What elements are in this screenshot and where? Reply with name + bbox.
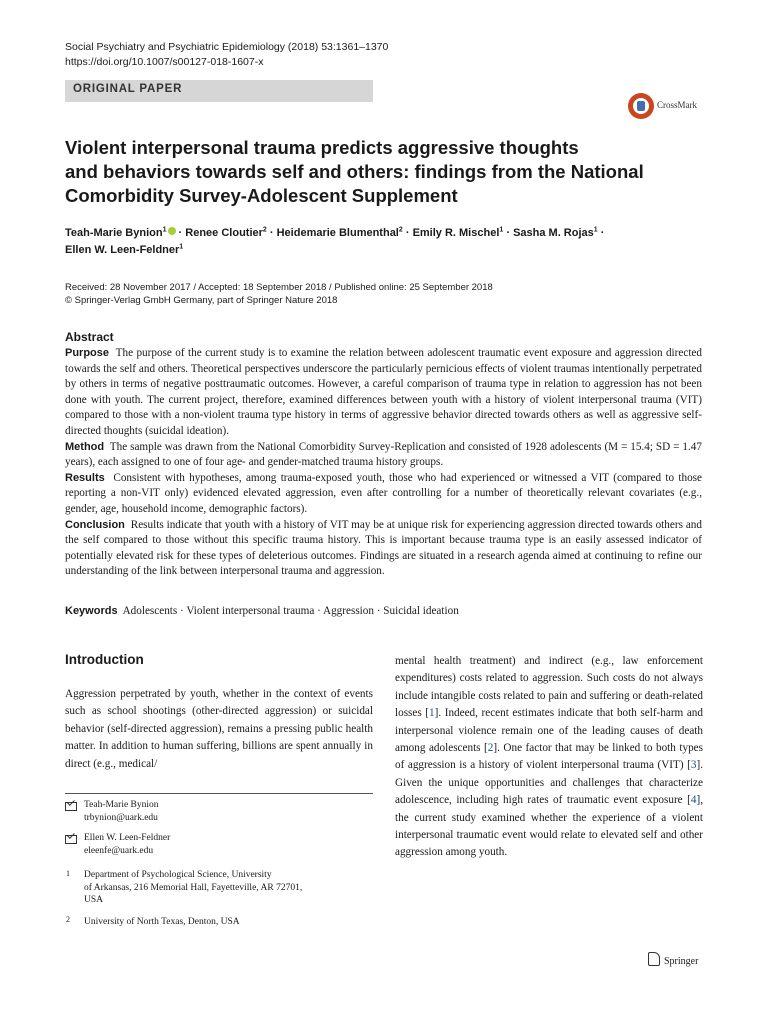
affiliation-number: 1 — [66, 869, 70, 878]
author-name[interactable]: Sasha M. Rojas — [513, 227, 594, 239]
dates-line: Received: 28 November 2017 / Accepted: 18 September 2018 / Published online: 25 September 2018 — [65, 282, 493, 293]
keywords — [65, 605, 702, 617]
author-name[interactable]: Teah-Marie Bynion — [65, 227, 163, 239]
author-separator: · — [597, 227, 605, 239]
affiliation-line: University of North Texas, Denton, USA — [84, 917, 240, 927]
abstract-conclusion — [65, 518, 702, 580]
author-line-1 — [65, 225, 705, 242]
abstract-body — [65, 346, 702, 580]
envelope-icon — [65, 835, 77, 844]
author-affil-sup: 1 — [499, 226, 504, 234]
intro-right-column — [395, 653, 703, 862]
author-list — [65, 225, 705, 259]
conclusion-label: Conclusion — [65, 518, 125, 531]
keywords-label: Keywords — [65, 605, 118, 617]
springer-knight-icon — [648, 952, 660, 966]
citation-link[interactable]: 3 — [690, 759, 697, 772]
intro-text: ], the current study examined whether the experience of a violent interpersonal traumatic event would relate to elevated self and other aggression among youth. — [395, 794, 703, 859]
title-line: Comorbidity Survey-Adolescent Supplement — [65, 185, 458, 206]
affiliation-1 — [84, 869, 302, 907]
title-line: Violent interpersonal trauma predicts aggressive thoughts — [65, 137, 579, 158]
intro-text: ]. Given the unique opportunities and challenges that characterize adolescence, including high rates of traumatic event exposure [ — [395, 759, 703, 807]
footnote-divider — [65, 793, 373, 794]
publication-dates — [65, 281, 705, 307]
author-affil-sup: 2 — [262, 226, 267, 234]
contact-1 — [84, 799, 159, 824]
author-separator: · — [266, 227, 277, 239]
crossmark-badge[interactable] — [628, 93, 708, 123]
intro-text: ]. One factor that may be linked to both types of aggression is a history of violent interpersonal trauma (VIT) [ — [395, 742, 704, 772]
method-text: The sample was drawn from the National Comorbidity Survey-Replication and consisted of 1928 adolescents (M = 15.4; SD = 1.47 years), each assigned to one of four age- and gender-matched trauma history groups. — [65, 440, 702, 469]
affiliation-2 — [84, 916, 240, 929]
abstract-heading: Abstract — [65, 330, 114, 344]
doi-link[interactable]: https://doi.org/10.1007/s00127-018-1607-x — [65, 56, 264, 68]
envelope-icon — [65, 802, 77, 811]
affiliation-line: of Arkansas, 216 Memorial Hall, Fayetteville, AR 72701, — [84, 882, 303, 893]
purpose-text: The purpose of the current study is to examine the relation between adolescent traumatic event exposure and aggression directed towards the self and others. Theoretical perspectives underscore the particularly pernicious effects of violent traumas intentionally perpetrated by others in terms of negative posttraumatic outcomes. However, a careful comparison of trauma type in relation to aggression has not been done with youth. The current project, therefore, examined differences between youth with a history of violent interpersonal trauma (VIT) compared to those with a non-violent trauma type history in terms of aggressive behavior directed towards others as well as aggressive self-directed thoughts (suicidal ideation). — [65, 347, 702, 437]
title-line: and behaviors towards self and others: findings from the National — [65, 161, 644, 182]
crossmark-label: CrossMark — [657, 100, 697, 110]
author-affil-sup: 2 — [398, 226, 403, 234]
purpose-label: Purpose — [65, 347, 110, 359]
author-separator: · — [175, 227, 186, 239]
author-name[interactable]: Heidemarie Blumenthal — [276, 227, 399, 239]
intro-left-column: Aggression perpetrated by youth, whether in the context of events such as school shootings (other-directed aggression) or suicidal behavior (self-directed aggression), remains a pressing public health matter. In addition to human suffering, billions are spent annually in direct (e.g., medical/ — [65, 688, 373, 770]
author-affil-sup: 1 — [162, 226, 167, 234]
author-name[interactable]: Ellen W. Leen-Feldner — [65, 244, 180, 256]
abstract-method — [65, 440, 702, 471]
crossmark-icon — [628, 93, 654, 119]
orcid-icon[interactable] — [168, 227, 176, 235]
journal-header — [65, 40, 388, 70]
affiliation-line: Department of Psychological Science, University — [84, 870, 272, 880]
citation-link[interactable]: 4 — [690, 794, 697, 807]
results-text: Consistent with hypotheses, among trauma-exposed youth, those who had experienced or witnessed a VIT (compared to those reporting a non-VIT only) evidenced elevated aggression, even after controlling for a number of theoretically relevant covariates (e.g., gender, age, household income, demographic factors). — [65, 471, 702, 515]
paper-title — [65, 136, 665, 208]
author-separator: · — [402, 227, 413, 239]
article-type-banner — [65, 80, 373, 102]
affiliation-line: USA — [84, 895, 104, 906]
journal-citation: Social Psychiatry and Psychiatric Epidemiology (2018) 53:1361–1370 — [65, 41, 389, 53]
author-name[interactable]: Renee Cloutier — [185, 227, 263, 239]
method-label: Method — [65, 440, 105, 453]
conclusion-text: Results indicate that youth with a history of VIT may be at unique risk for experiencing aggression directed towards others and the self compared to those without this specific trauma history. This is important because trauma type is an easily assessed indicator of potentially elevated risk for these types of deleterious outcomes. Findings are situated in a research agenda aimed at continuing to refine our understanding of the link between interpersonal trauma and aggression. — [65, 518, 702, 578]
citation-link[interactable]: 2 — [487, 742, 494, 755]
abstract-results — [65, 471, 702, 518]
intro-text: ]. Indeed, recent estimates indicate that both self-harm and interpersonal violence remain one of the leading causes of death among adolescents [ — [395, 707, 703, 755]
author-affil-sup: 1 — [179, 243, 184, 251]
abstract-purpose — [65, 346, 702, 440]
intro-text: mental health treatment) and indirect (e.g., law enforcement expenditures) costs related to aggression. Such costs do not always include intangible costs related to pain and suffering or death-related losses [ — [395, 655, 703, 720]
results-label: Results — [65, 471, 105, 484]
contact-email[interactable]: eleenfe@uark.edu — [84, 845, 154, 856]
author-name[interactable]: Emily R. Mischel — [412, 227, 500, 239]
contact-2 — [84, 832, 170, 857]
contact-name: Ellen W. Leen-Feldner — [84, 833, 171, 843]
author-line-2 — [65, 242, 705, 259]
author-affil-sup: 1 — [593, 226, 598, 234]
publisher-name: Springer — [664, 956, 699, 967]
introduction-heading: Introduction — [65, 652, 144, 667]
keywords-text: Adolescents · Violent interpersonal trauma · Aggression · Suicidal ideation — [122, 605, 459, 617]
author-separator: · — [503, 227, 514, 239]
copyright-line: © Springer-Verlag GmbH Germany, part of Springer Nature 2018 — [65, 295, 338, 306]
article-type-label: ORIGINAL PAPER — [73, 83, 183, 95]
contact-email[interactable]: trbynion@uark.edu — [84, 812, 158, 823]
citation-link[interactable]: 1 — [429, 707, 435, 720]
affiliation-number: 2 — [66, 915, 70, 924]
contact-name: Teah-Marie Bynion — [84, 800, 159, 810]
springer-logo — [648, 952, 698, 967]
